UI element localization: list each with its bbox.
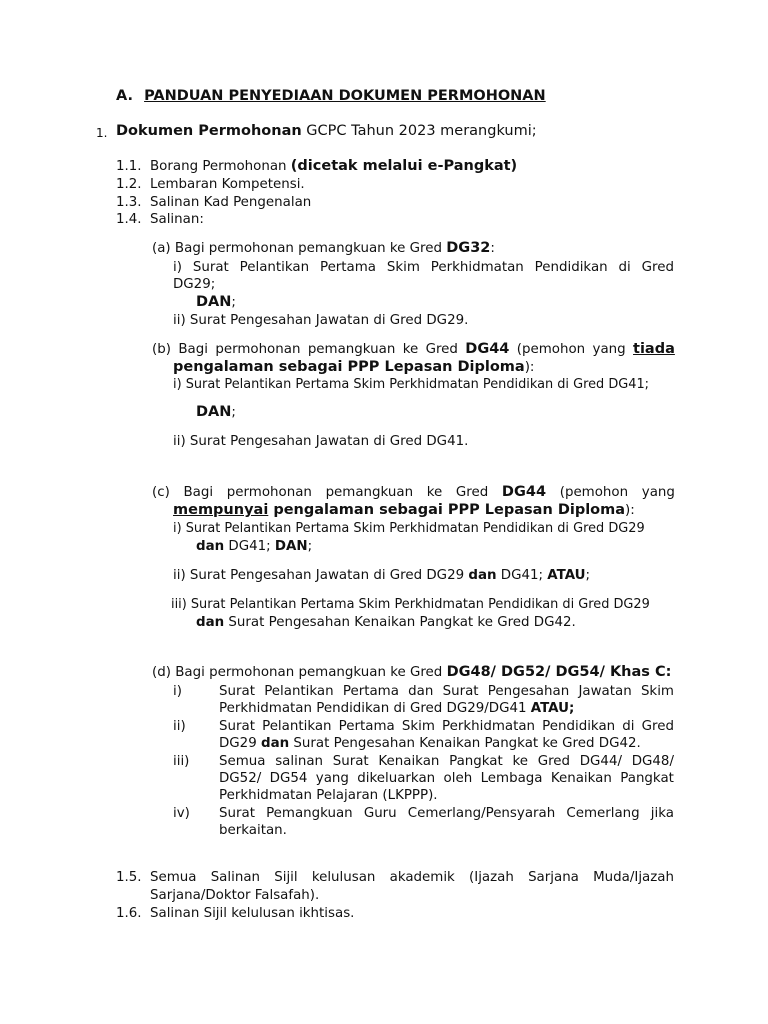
item1-number: 1.: [96, 126, 108, 140]
item1-bold: Dokumen Permohonan: [116, 123, 302, 139]
item-1-5-number: 1.5.: [116, 870, 142, 885]
item-d-iii-num: iii): [173, 754, 190, 769]
item-c-iii: iii) Surat Pelantikan Pertama Skim Perkhidmatan Pendidikan di Gred DG29: [171, 597, 650, 612]
item-d-iii-line3: Perkhidmatan Pelajaran (LKPPP).: [219, 788, 438, 803]
item-d-ii-line1: Surat Pelantikan Pertama Skim Perkhidmatan Pendidikan di Gred: [219, 719, 674, 734]
item-d-iv-line1: Surat Pemangkuan Guru Cemerlang/Pensyarah Cemerlang jika: [219, 806, 674, 821]
item-1-5-line2: Sarjana/Doktor Falsafah).: [150, 888, 320, 903]
item-1-1: 1.1. Borang Permohonan (dicetak melalui e-Pangkat): [116, 158, 518, 174]
item-d-i-line1: Surat Pelantikan Pertama dan Surat Pengesahan Jawatan Skim: [219, 684, 674, 699]
item-c-i: i) Surat Pelantikan Pertama Skim Perkhidmatan Pendidikan di Gred DG29: [173, 521, 645, 536]
section-title: PANDUAN PENYEDIAAN DOKUMEN PERMOHONAN: [144, 88, 546, 104]
item1-rest: GCPC Tahun 2023 merangkumi;: [301, 123, 537, 139]
item-d-ii-line2: DG29 dan Surat Pengesahan Kenaikan Pangkat ke Gred DG42.: [219, 736, 641, 751]
item1-text: [116, 123, 537, 140]
item-a-ii: ii) Surat Pengesahan Jawatan di Gred DG29.: [173, 313, 469, 328]
item-b-line2: pengalaman sebagai PPP Lepasan Diploma):: [173, 359, 535, 375]
item-d-iv-line2: berkaitan.: [219, 823, 287, 838]
item-b-ii: ii) Surat Pengesahan Jawatan di Gred DG41.: [173, 434, 469, 449]
item-d-i-num: i): [173, 684, 182, 699]
section-letter: A.: [116, 88, 133, 104]
item-a-i-line1: i) Surat Pelantikan Pertama Skim Perkhidmatan Pendidikan di Gred: [173, 260, 674, 275]
item-1-2: 1.2. Lembaran Kompetensi.: [116, 177, 305, 192]
item-1-5-line1: Semua Salinan Sijil kelulusan akademik (Ijazah Sarjana Muda/Ijazah: [150, 870, 674, 885]
item-1-3: 1.3. Salinan Kad Pengenalan: [116, 195, 312, 210]
item-d-ii-num: ii): [173, 719, 186, 734]
item-c-line1: (c) Bagi permohonan pemangkuan ke Gred DG44 (pemohon yang: [152, 484, 675, 500]
item-c-line2: mempunyai pengalaman sebagai PPP Lepasan Diploma):: [173, 502, 635, 518]
item-c-iii-line2: dan Surat Pengesahan Kenaikan Pangkat ke Gred DG42.: [196, 615, 576, 630]
item-a-dan: DAN;: [196, 294, 236, 310]
item-b-dan: DAN;: [196, 404, 236, 420]
item-a-i-line2: DG29;: [173, 277, 216, 292]
item-d-iii-line1: Semua salinan Surat Kenaikan Pangkat ke Gred DG44/ DG48/: [219, 754, 674, 769]
item-b-i: i) Surat Pelantikan Pertama Skim Perkhidmatan Pendidikan di Gred DG41;: [173, 377, 649, 392]
item-1-4: 1.4. Salinan:: [116, 212, 204, 227]
section-heading: [116, 88, 546, 105]
item-d-iv-num: iv): [173, 806, 190, 821]
item-d-i-line2: Perkhidmatan Pendidikan di Gred DG29/DG41 ATAU;: [219, 701, 575, 716]
item-d-intro: (d) Bagi permohonan pemangkuan ke Gred DG48/ DG52/ DG54/ Khas C:: [152, 664, 672, 680]
item-d-iii-line2: DG52/ DG54 yang dikeluarkan oleh Lembaga Kenaikan Pangkat: [219, 771, 674, 786]
item-c-ii: ii) Surat Pengesahan Jawatan di Gred DG29 dan DG41; ATAU;: [173, 568, 591, 583]
item-1-6: 1.6. Salinan Sijil kelulusan ikhtisas.: [116, 906, 355, 921]
item-c-i-line2: dan DG41; DAN;: [196, 539, 313, 554]
item-a-intro: (a) Bagi permohonan pemangkuan ke Gred DG32:: [152, 240, 495, 256]
item-b-line1: (b) Bagi permohonan pemangkuan ke Gred DG44 (pemohon yang tiada: [152, 341, 675, 357]
